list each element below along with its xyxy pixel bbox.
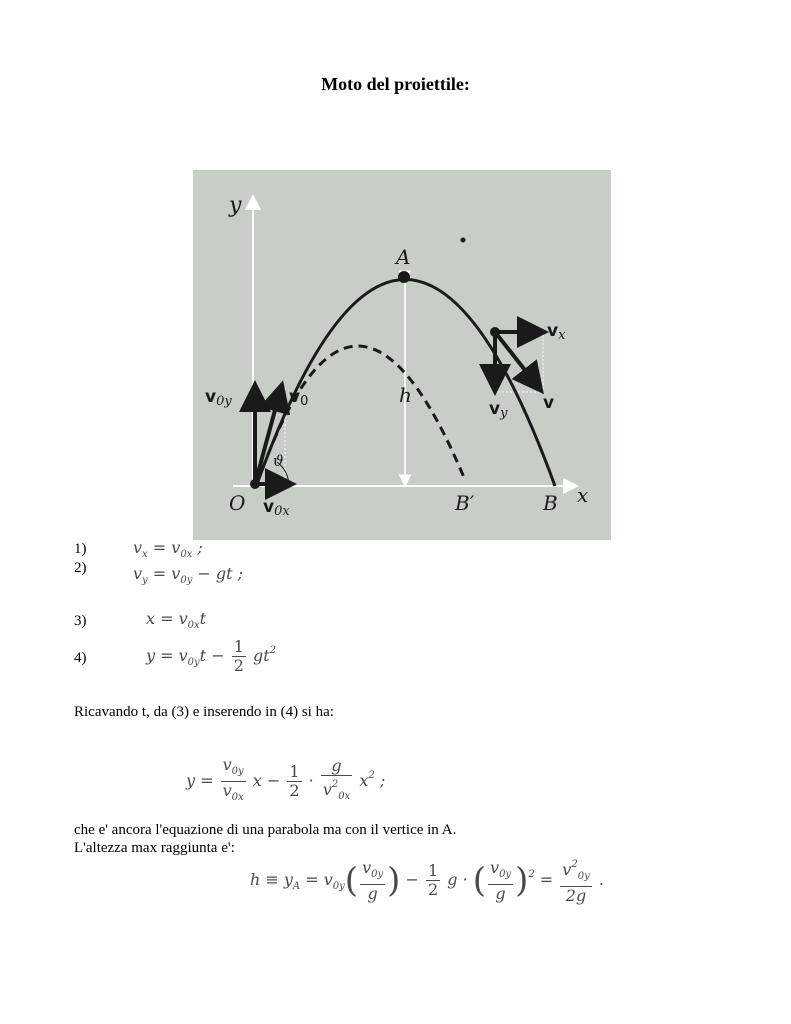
equation-3: $x = v_{0x}t$ (146, 609, 207, 631)
parabola-equation: y = $\frac{v_{0y}}{v_{0x}}$ x − $\frac{1}{2}$ · $\frac{g}{v^2_{0x}}$ $x^2$ ; (186, 755, 386, 803)
equation-4: $y = v_{0y}t$ − $\frac{1}{2}$ $gt^2$ (146, 637, 277, 675)
y-axis-label: y (229, 193, 242, 218)
apex-point (398, 271, 410, 283)
vy-label: vy (489, 399, 508, 421)
max-height-equation: $h \equiv y_A = v_{0y}$( $\frac{v_{0y}}{g}$ ) − $\frac{1}{2}$ g · ( $\frac{v_{0y}}{g}$ )$^2$ = $\frac{v^2_{0y}}{2g}$ . (250, 857, 604, 905)
vx-label: vx (547, 321, 566, 343)
paragraph-3: L'altezza max raggiunta e': (74, 840, 235, 856)
v0x-label: v0x (263, 497, 290, 519)
equation-number-3: 3) (74, 613, 87, 629)
v-label: v (543, 393, 555, 413)
speck-mark (461, 238, 466, 243)
origin-label: O (229, 491, 246, 515)
moving-point (490, 327, 500, 337)
equation-number-2: 2) (74, 560, 87, 576)
projectile-diagram (193, 170, 611, 540)
page-title: Moto del proiettile: (321, 74, 470, 94)
equation-number-4: 4) (74, 650, 87, 666)
equation-number-1: 1) (74, 541, 87, 557)
angle-label: ϑ (273, 452, 284, 470)
v0-label: v0 (289, 387, 309, 409)
landing-alt-label: B′ (455, 491, 475, 515)
v0y-label: v0y (205, 387, 232, 409)
apex-label: A (396, 245, 411, 269)
landing-label: B (543, 491, 558, 515)
paragraph-1: Ricavando t, da (3) e inserendo in (4) si ha: (74, 704, 334, 720)
equation-1: $v_x = v_{0x}$ ; (133, 538, 203, 560)
x-axis-label: x (577, 483, 589, 507)
paragraph-2: che e' ancora l'equazione di una parabola ma con il vertice in A. (74, 822, 457, 838)
projectile-figure (193, 170, 611, 540)
height-label: h (399, 383, 412, 407)
equation-2: $v_y = v_{0y}$ − gt ; (133, 564, 244, 586)
origin-point (250, 479, 260, 489)
